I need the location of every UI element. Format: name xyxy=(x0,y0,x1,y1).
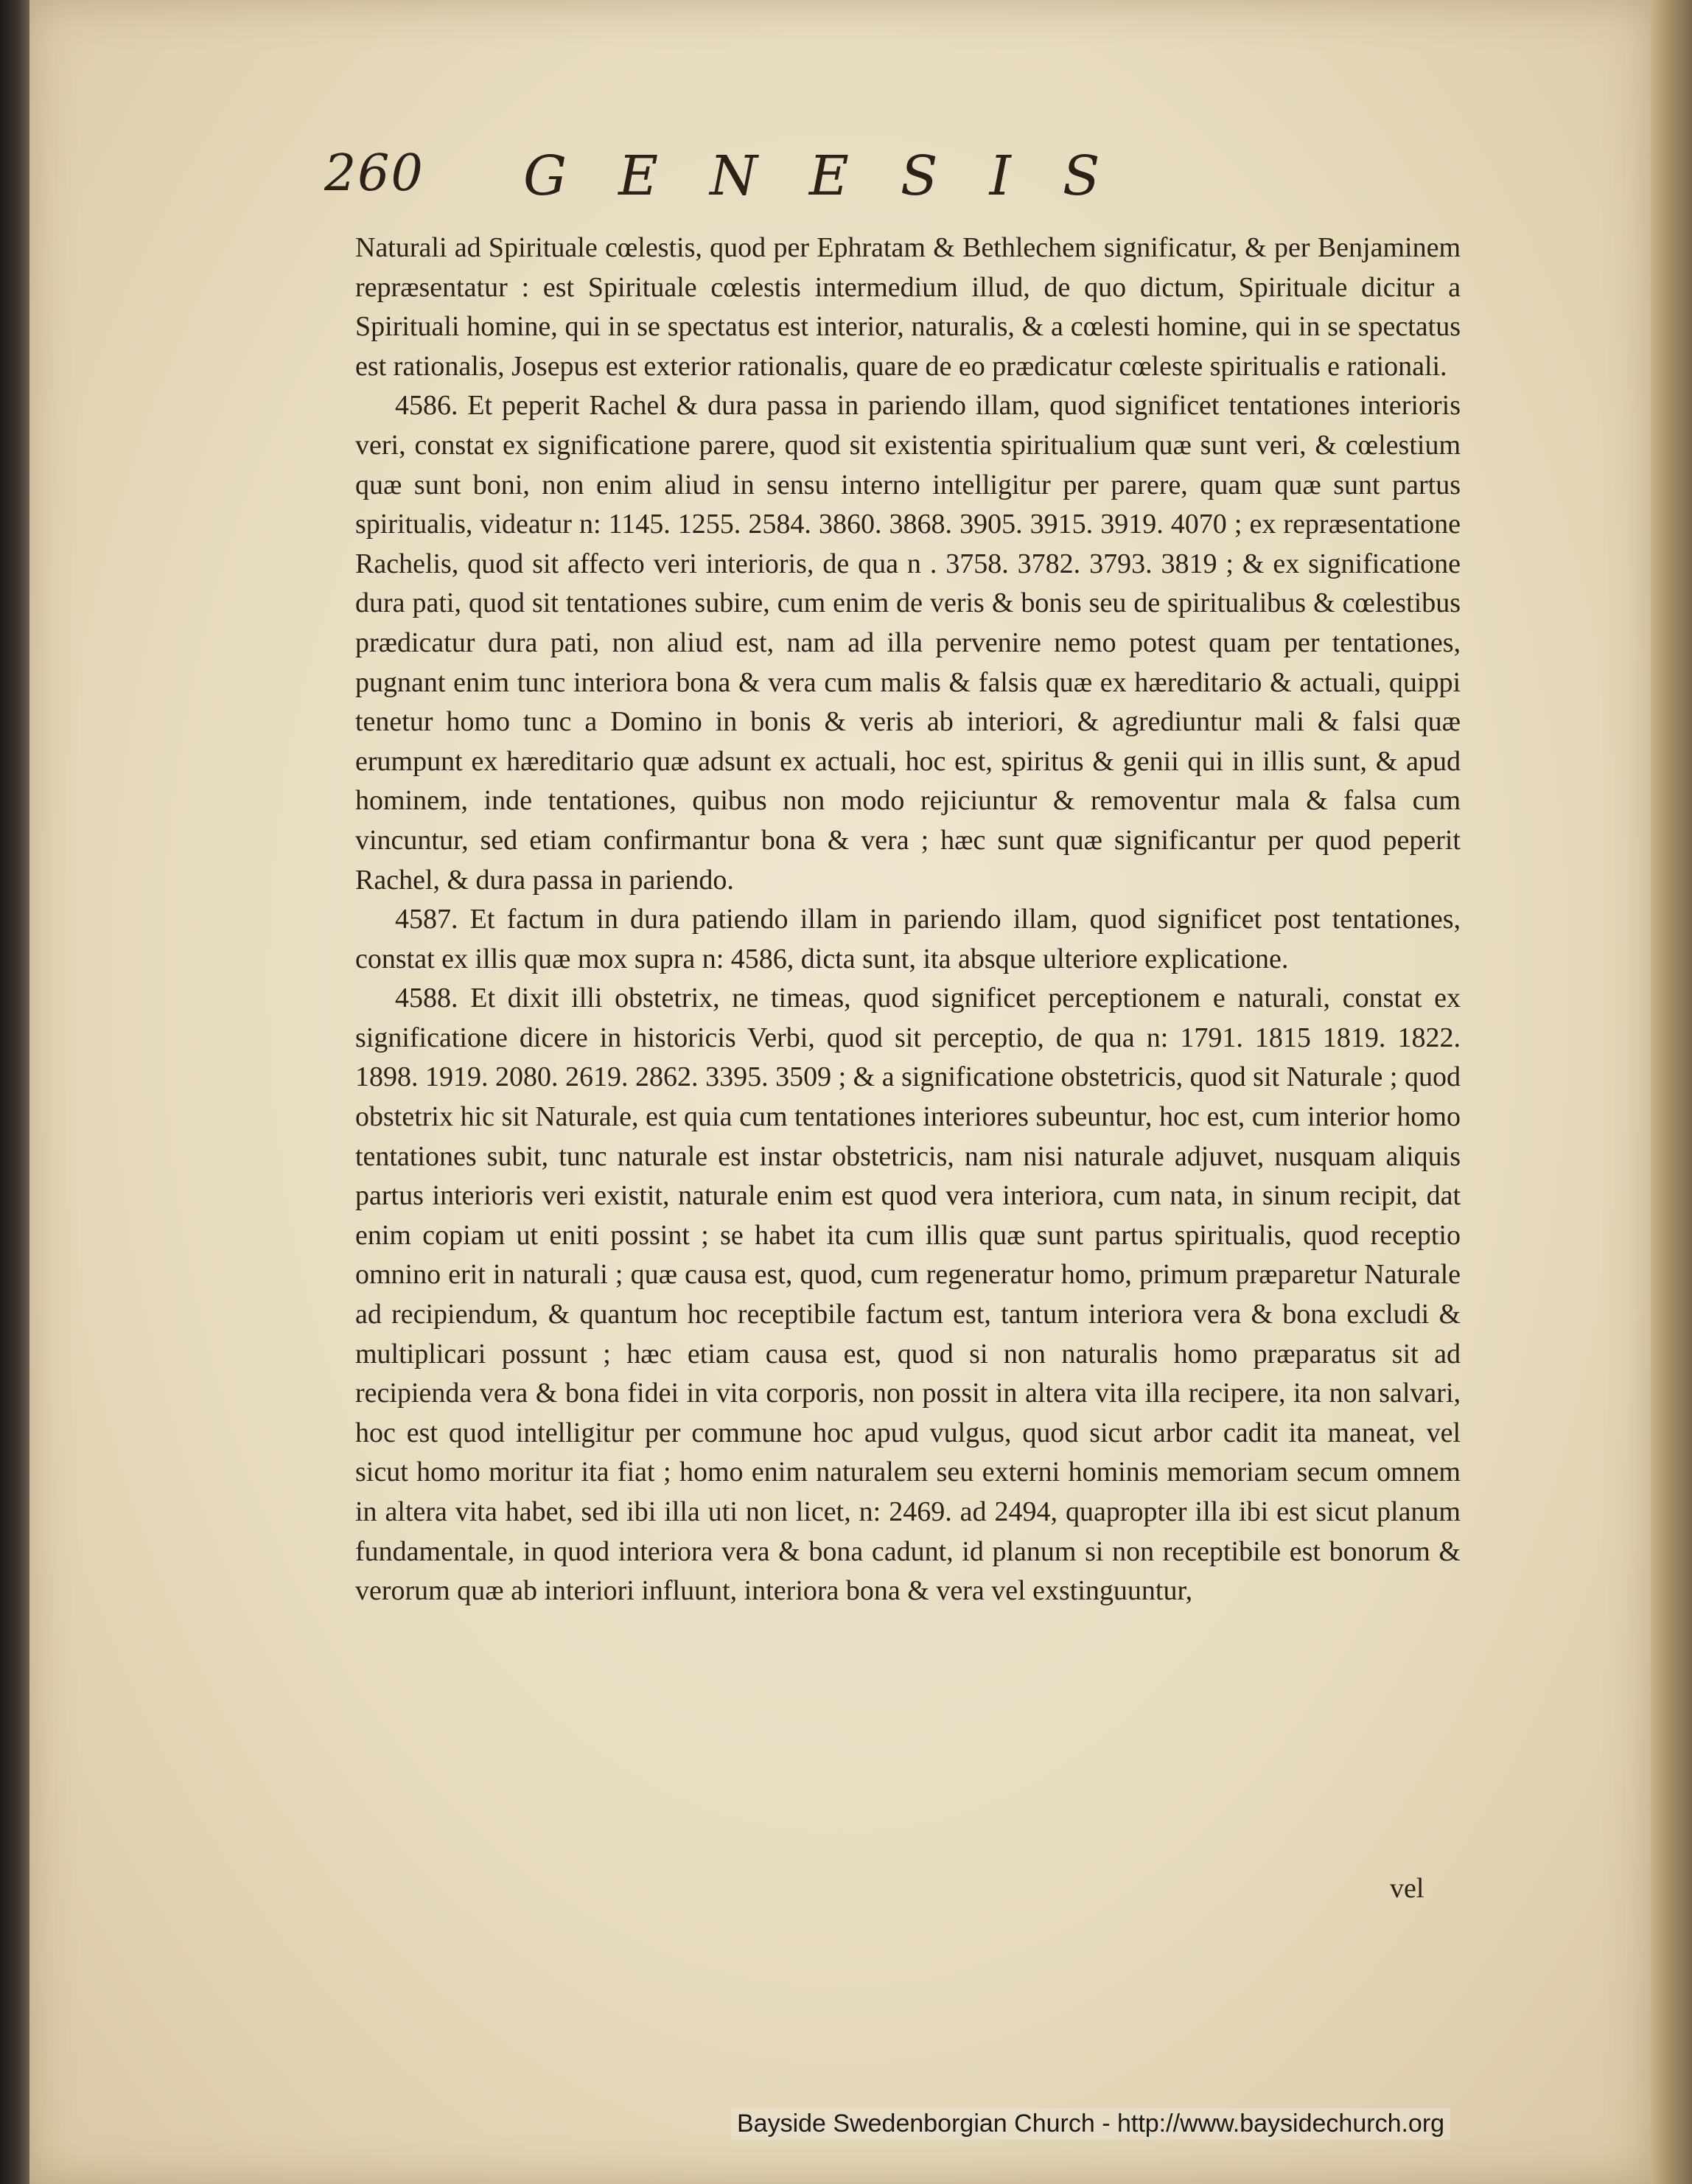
paragraph-4586: 4586. Et peperit Rachel & dura passa in pariendo illam, quod significet tentationes interioris veri, constat ex significatione parere, quod sit existentia spiritualium quæ sunt veri, & cœlestium quæ sunt boni, non enim aliud in sensu interno intelligitur per parere, quam quæ sunt partus spiritualis, videatur n: 1145. 1255. 2584. 3860. 3868. 3905. 3915. 3919. 4070 ; ex repræsentatione Rachelis, quod sit affecto veri interioris, de qua n . 3758. 3782. 3793. 3819 ; & ex significatione dura pati, quod sit tentationes subire, cum enim de veris & bonis seu de spiritualibus & cœlestibus prædicatur dura pati, non aliud est, nam ad illa pervenire nemo potest quam per tentationes, pugnant enim tunc interiora bona & vera cum malis & falsis quæ ex hæreditario & actuali, quippi tenetur homo tunc a Domino in bonis & veris ab interiori, & agrediuntur mali & falsi quæ erumpunt ex hæreditario quæ adsunt ex actuali, hoc est, spiritus & genii qui in illis sunt, & apud hominem, inde tentationes, quibus non modo rejiciuntur & removentur mala & falsa cum vincuntur, sed etiam confirmantur bona & vera ; hæc sunt quæ significantur per quod peperit Rachel, & dura passa in pariendo. xyxy=(355,390,1461,896)
paragraph-continuation: Naturali ad Spirituale cœlestis, quod per Ephratam & Bethlechem significatur, & per Benjaminem repræsentatur : est Spirituale cœlestis intermedium illud, de quo dictum, Spirituale dicitur a Spirituali homine, qui in se spectatus est interior, naturalis, & a cœlesti homine, qui in se spectatus est rationalis, Josepus est exterior rationalis, quare de eo prædicatur cœleste spiritualis e rationali. xyxy=(355,232,1461,382)
page-edge xyxy=(1651,0,1692,2184)
paragraph-4588: 4588. Et dixit illi obstetrix, ne timeas, quod significet perceptionem e naturali, constat ex significatione dicere in historicis Verbi, quod sit perceptio, de qua n: 1791. 1815 1819. 1822. 1898. 1919. 2080. 2619. 2862. 3395. 3509 ; & a significatione obstetricis, quod sit Naturale ; quod obstetrix hic sit Naturale, est quia cum tentationes interiores subeuntur, hoc est, cum interior homo tentationes subit, tunc naturale est instar obstetricis, nam nisi naturale adjuvet, nusquam aliquis partus interioris veri existit, naturale enim est quod vera interiora, cum nata, in sinum recipit, dat enim copiam ut eniti possint ; se habet ita cum illis quæ sunt partus spiritualis, quod receptio omnino erit in naturali ; quæ causa est, quod, cum regeneratur homo, primum præparetur Naturale ad recipiendum, & quantum hoc receptibile factum est, tantum interiora vera & bona excludi & multiplicari possunt ; hæc etiam causa est, quod si non naturalis homo præparatus sit ad recipienda vera & bona fidei in vita corporis, non possit in altera vita illa recipere, ita non salvari, hoc est quod intelligitur per commune hoc apud vulgus, quod sicut arbor cadit ita maneat, vel sicut homo moritur ita fiat ; homo enim naturalem seu externi hominis memoriam secum omnem in altera vita habet, sed ibi illa uti non licet, n: 2469. ad 2494, quapropter illa ibi est sicut planum fundamentale, in quod interiora vera & bona cadunt, id planum si non receptibile est bonorum & verorum quæ ab interiori influunt, interiora bona & vera vel exstinguuntur, xyxy=(355,983,1461,1607)
paragraph-4587: 4587. Et factum in dura patiendo illam in pariendo illam, quod significet post tentationes, constat ex illis quæ mox supra n: 4586, dicta sunt, ita absque ulteriore explicatione. xyxy=(355,904,1461,974)
page-number: 260 xyxy=(324,144,424,203)
footer-credit: Bayside Swedenborgian Church - http://www.baysidechurch.org xyxy=(731,2108,1450,2140)
page-header xyxy=(324,144,1474,218)
catchword: vel xyxy=(1390,1873,1424,1904)
running-title: GENESIS xyxy=(523,144,1152,208)
body-text xyxy=(355,228,1461,1611)
book-binding-shadow xyxy=(0,0,29,2184)
